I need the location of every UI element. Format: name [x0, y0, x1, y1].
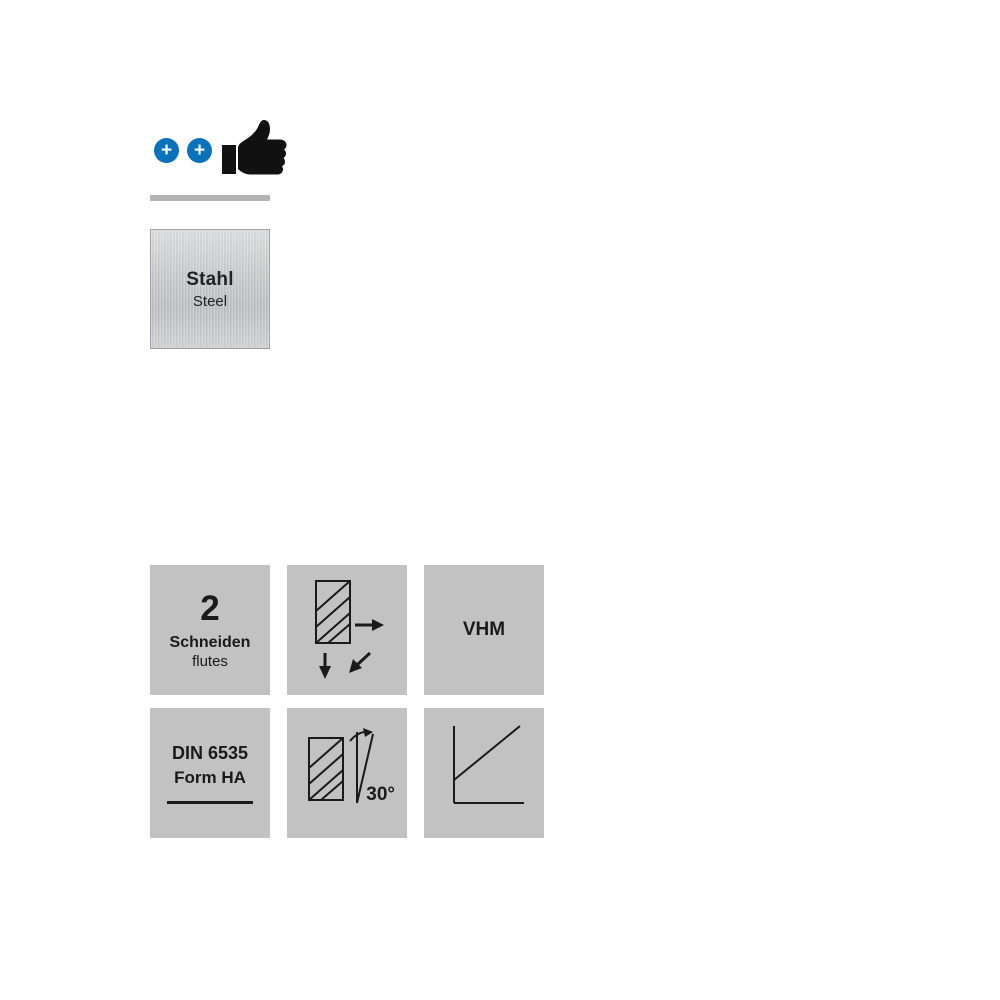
spec-tile-din: [150, 708, 270, 838]
flutes-count: 2: [200, 588, 220, 628]
material-name-en: Steel: [192, 292, 228, 310]
din-form: Form HA: [174, 767, 246, 787]
spec-tile-ramping: [424, 708, 544, 838]
ramping-icon: [424, 708, 544, 838]
flutes-label-de: Schneiden: [169, 633, 251, 651]
helix-angle-icon: [287, 708, 407, 838]
spec-tile-material-code: [424, 565, 544, 695]
din-standard: DIN 6535: [171, 742, 249, 763]
plus-badge-1: +: [154, 138, 179, 163]
material-tile-steel: [150, 229, 270, 349]
spec-tile-helix-angle: [287, 708, 407, 838]
spec-tile-grid: [150, 565, 544, 838]
rating-row: [150, 118, 310, 180]
thumbs-up-icon: [218, 118, 288, 180]
plus-badge-2: +: [187, 138, 212, 163]
din-underline: [167, 801, 253, 804]
material-name-de: Stahl: [186, 268, 234, 290]
spec-tile-feed-direction: [287, 565, 407, 695]
flutes-label-en: flutes: [192, 652, 228, 670]
feed-direction-icon: [287, 565, 407, 695]
helix-angle-value: 30°: [366, 784, 395, 805]
material-code-value: VHM: [462, 619, 506, 640]
spec-tile-flutes: [150, 565, 270, 695]
separator-bar: [150, 195, 270, 201]
